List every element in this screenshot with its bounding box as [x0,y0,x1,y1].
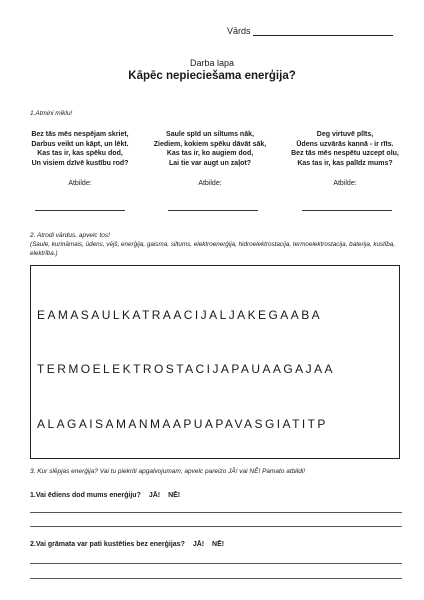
riddle-line: Bez tās mēs nespējam skriet, [31,131,129,138]
riddle-line: Lai tie var augt un zaļot? [168,159,252,167]
subtitle: Darba lapa [189,58,235,68]
riddle-line: Kas tas ir, kas spēku dod, [37,150,123,157]
no-option[interactable]: NĒ! [212,541,225,548]
section3-label: 3. Kur slēpjas enerģija? Vai tu piekriti apgalvojumam, apvelc pareizo JĀ! vai NĒ! Pamato atbildi! [30,468,306,475]
no-option[interactable]: NĒ! [168,492,181,499]
answer-line[interactable] [30,563,402,564]
answer-line-3[interactable] [302,210,392,211]
answer-line[interactable] [30,578,402,579]
riddle-line: Deg virtuvē plīts, [316,131,374,138]
section1-label: 1.Atmini mīklu! [30,110,73,117]
grid-row[interactable]: EAMASAULKATRAACIJALJAKEGAABA [37,307,323,322]
riddle-1 [15,130,145,168]
riddle-line: Ūdens uzvārās kannā - ir rīts. [296,140,394,148]
answer-label-3: Atbilde: [333,180,357,187]
yes-option[interactable]: JĀ! [148,492,161,499]
word-list: (Saule, kurināmais, ūdens, vējš, enerģija, gaisma, siltums, elektroenerģija, hidroelektrostacija, termoelektrostacija, baterija, kustība, elektrība.) [30,241,396,257]
answer-line[interactable] [30,526,402,527]
riddle-2 [145,130,275,168]
riddle-line: Kas tas ir, kas palīdz mums? [297,159,393,167]
riddle-line: Darbus veikt un kāpt, un lēkt. [31,140,129,148]
riddle-line: Kas tas ir, ko augiem dod, [166,150,254,157]
grid-row[interactable]: TERMOELEKTROSTACIJAPAUAAGAJAA [37,362,335,377]
riddle-line: Saule spīd un siltums nāk, [166,131,254,138]
question-1 [30,492,180,499]
yes-option[interactable]: JĀ! [192,541,205,548]
question-2 [30,541,224,548]
question-text: 2.Vai grāmata var pati kustēties bez enerģijas? [30,541,185,548]
question-text: 1.Vai ēdiens dod mums enerģiju? [30,492,141,499]
answer-line-2[interactable] [168,210,258,211]
answer-label-1: Atbilde: [68,180,92,187]
name-field[interactable] [227,26,397,36]
section2-label: 2. Atrodi vārdus, apvelc tos! [30,232,110,239]
riddle-line: Ziediem, kokiem spēku dāvāt sāk, [153,140,267,148]
answer-line-1[interactable] [35,210,125,211]
name-line[interactable] [253,26,393,36]
answer-line[interactable] [30,512,402,513]
word-search-grid[interactable] [30,265,400,459]
page-title: Kāpēc nepieciešama enerģija? [128,70,296,82]
riddle-line: Un visiem dzīvē kustību rod? [31,159,129,167]
riddle-line: Bez tās mēs nespētu uzcept olu, [291,150,399,157]
riddle-3 [280,130,410,168]
grid-row[interactable]: ALAGAISAMANMAAPUAPAVASGIATITP [37,417,328,432]
answer-label-2: Atbilde: [198,180,222,187]
name-label: Vārds [227,26,251,36]
